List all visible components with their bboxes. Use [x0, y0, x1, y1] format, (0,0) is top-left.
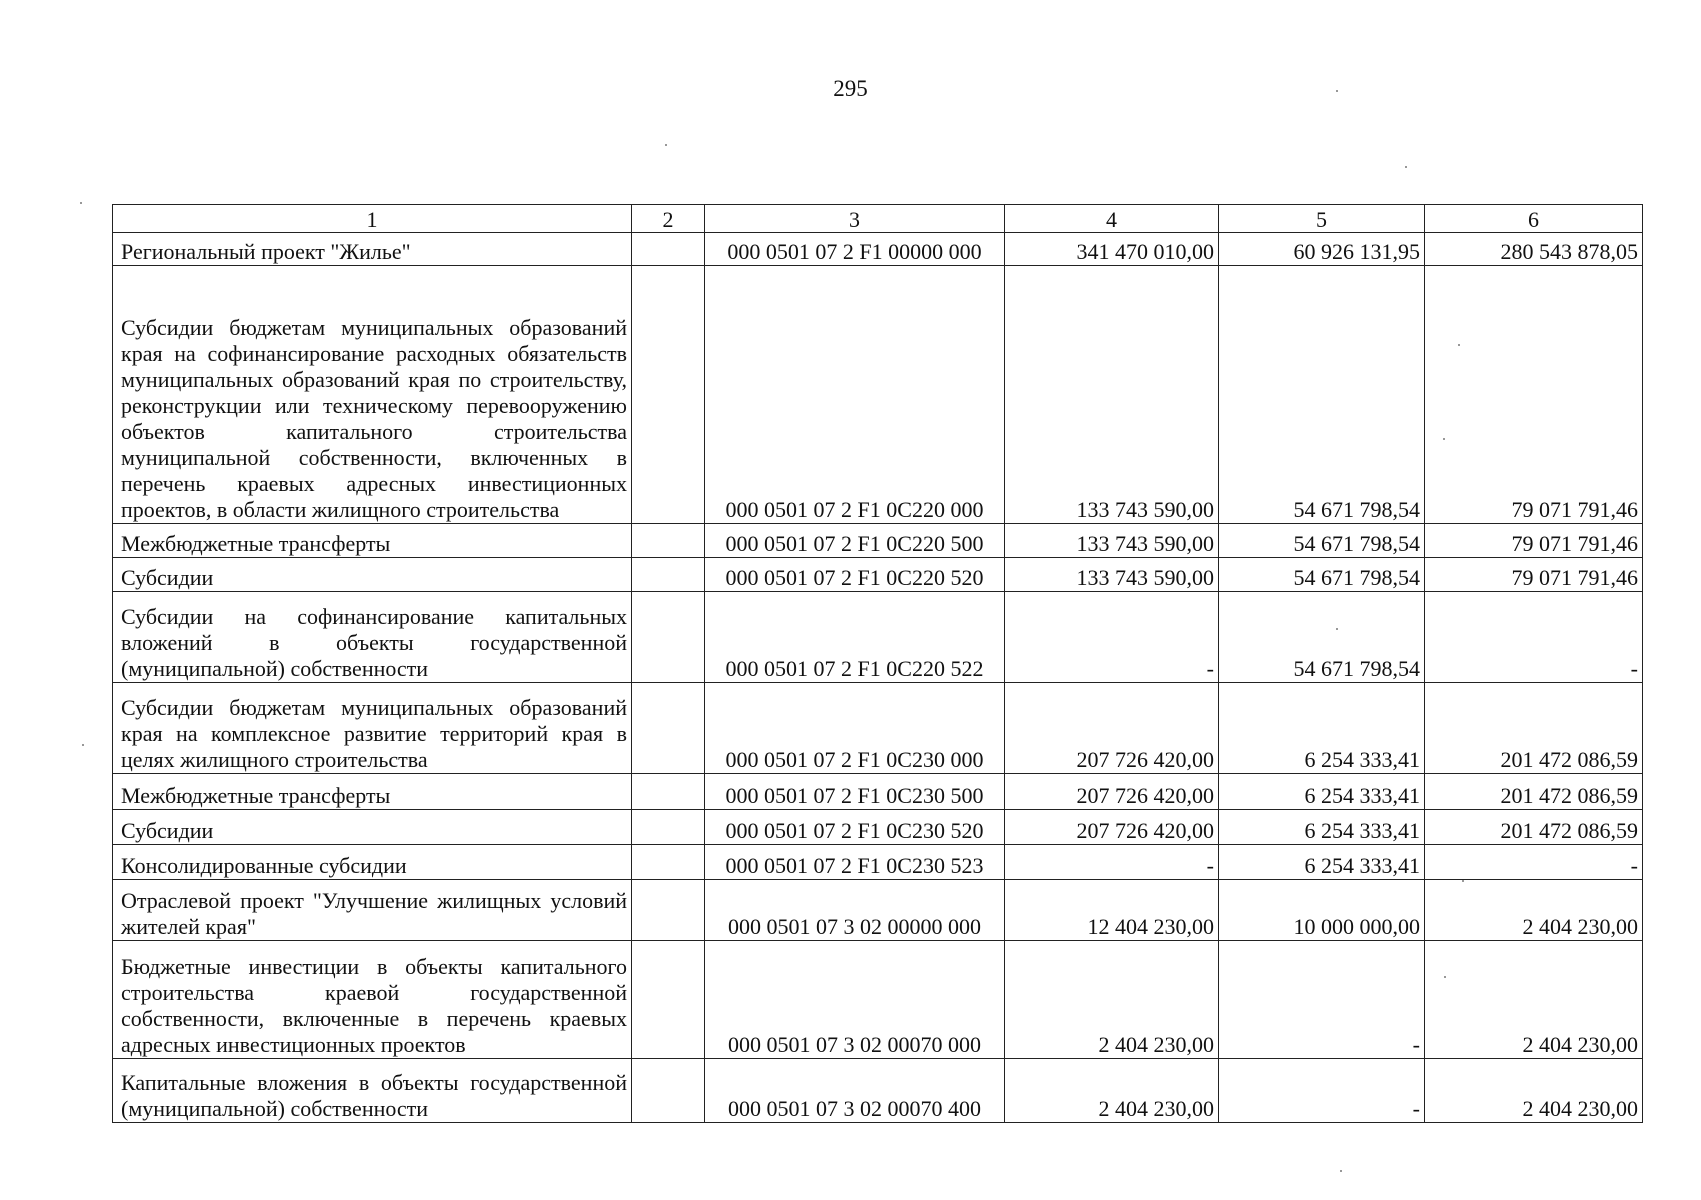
- table-row: [113, 774, 1643, 810]
- row-value-4: 133 743 590,00: [1005, 558, 1219, 592]
- scan-speck: [1462, 880, 1464, 882]
- table-row: [113, 524, 1643, 558]
- row-name: Субсидии бюджетам муниципальных образований края на софинансирование расходных обязательств муниципальных образований края по строительству, реконструкции или техническому перевооружению объектов капитального строительства муниципальной собственности, включенных в перечень краевых адресных инвестиционных проектов, в области жилищного строительства: [113, 266, 632, 524]
- page-number: 295: [833, 76, 868, 101]
- row-col2: [632, 845, 705, 880]
- row-value-4: 207 726 420,00: [1005, 810, 1219, 845]
- row-name: Межбюджетные трансферты: [113, 774, 632, 810]
- row-value-4: 2 404 230,00: [1005, 941, 1219, 1059]
- row-value-5: 6 254 333,41: [1219, 810, 1425, 845]
- row-col2: [632, 941, 705, 1059]
- row-name: Субсидии: [113, 558, 632, 592]
- row-col2: [632, 592, 705, 683]
- row-value-4: -: [1005, 845, 1219, 880]
- row-value-5: 54 671 798,54: [1219, 592, 1425, 683]
- table-row: [113, 880, 1643, 941]
- table-row: [113, 941, 1643, 1059]
- table-row: [113, 592, 1643, 683]
- row-value-5: -: [1219, 1059, 1425, 1123]
- row-name: Субсидии на софинансирование капитальных вложений в объекты государственной (муниципальной) собственности: [113, 592, 632, 683]
- row-name: Бюджетные инвестиции в объекты капитального строительства краевой государственной собственности, включенные в перечень краевых адресных инвестиционных проектов: [113, 941, 632, 1059]
- row-name: Капитальные вложения в объекты государственной (муниципальной) собственности: [113, 1059, 632, 1123]
- row-name: Субсидии: [113, 810, 632, 845]
- row-name: Субсидии бюджетам муниципальных образований края на комплексное развитие территорий края в целях жилищного строительства: [113, 683, 632, 774]
- table-row: [113, 558, 1643, 592]
- row-value-5: 54 671 798,54: [1219, 524, 1425, 558]
- column-header: 5: [1219, 205, 1425, 233]
- row-col2: [632, 774, 705, 810]
- budget-table: [112, 204, 1643, 1123]
- scan-speck: [665, 144, 667, 146]
- row-value-4: 207 726 420,00: [1005, 683, 1219, 774]
- scan-speck: [82, 744, 84, 746]
- row-value-6: 201 472 086,59: [1425, 774, 1643, 810]
- row-value-6: -: [1425, 592, 1643, 683]
- row-value-5: 6 254 333,41: [1219, 845, 1425, 880]
- row-col2: [632, 1059, 705, 1123]
- row-value-6: 79 071 791,46: [1425, 266, 1643, 524]
- row-code: 000 0501 07 2 F1 0C220 520: [705, 558, 1005, 592]
- row-col2: [632, 233, 705, 266]
- scan-speck: [1443, 438, 1445, 440]
- table-row: [113, 810, 1643, 845]
- scan-speck: [1444, 976, 1446, 978]
- column-header: 6: [1425, 205, 1643, 233]
- table-row: [113, 683, 1643, 774]
- scan-speck: [1405, 166, 1407, 168]
- row-code: 000 0501 07 2 F1 0C230 500: [705, 774, 1005, 810]
- table-row: [113, 266, 1643, 524]
- row-name: Региональный проект "Жилье": [113, 233, 632, 266]
- row-col2: [632, 880, 705, 941]
- row-code: 000 0501 07 2 F1 0C220 522: [705, 592, 1005, 683]
- row-value-5: 54 671 798,54: [1219, 558, 1425, 592]
- row-value-4: -: [1005, 592, 1219, 683]
- row-value-5: 60 926 131,95: [1219, 233, 1425, 266]
- row-code: 000 0501 07 2 F1 0C220 500: [705, 524, 1005, 558]
- row-value-5: -: [1219, 941, 1425, 1059]
- row-value-6: 201 472 086,59: [1425, 810, 1643, 845]
- row-value-4: 341 470 010,00: [1005, 233, 1219, 266]
- row-value-4: 133 743 590,00: [1005, 266, 1219, 524]
- column-header: 4: [1005, 205, 1219, 233]
- scan-speck: [1458, 344, 1460, 346]
- row-value-4: 12 404 230,00: [1005, 880, 1219, 941]
- column-header: 2: [632, 205, 705, 233]
- scan-speck: [1336, 628, 1338, 630]
- row-value-6: 280 543 878,05: [1425, 233, 1643, 266]
- row-code: 000 0501 07 2 F1 0C220 000: [705, 266, 1005, 524]
- row-value-6: -: [1425, 845, 1643, 880]
- row-col2: [632, 524, 705, 558]
- row-name: Межбюджетные трансферты: [113, 524, 632, 558]
- row-code: 000 0501 07 3 02 00070 000: [705, 941, 1005, 1059]
- row-code: 000 0501 07 2 F1 0C230 520: [705, 810, 1005, 845]
- row-value-6: 2 404 230,00: [1425, 941, 1643, 1059]
- row-code: 000 0501 07 3 02 00000 000: [705, 880, 1005, 941]
- row-name: Отраслевой проект "Улучшение жилищных условий жителей края": [113, 880, 632, 941]
- row-code: 000 0501 07 2 F1 0C230 523: [705, 845, 1005, 880]
- row-value-5: 10 000 000,00: [1219, 880, 1425, 941]
- row-value-5: 54 671 798,54: [1219, 266, 1425, 524]
- row-code: 000 0501 07 2 F1 0C230 000: [705, 683, 1005, 774]
- table-header-row: [113, 205, 1643, 233]
- row-value-4: 133 743 590,00: [1005, 524, 1219, 558]
- scan-speck: [80, 202, 82, 204]
- row-value-4: 2 404 230,00: [1005, 1059, 1219, 1123]
- row-value-5: 6 254 333,41: [1219, 683, 1425, 774]
- row-col2: [632, 266, 705, 524]
- table-row: [113, 845, 1643, 880]
- column-header: 3: [705, 205, 1005, 233]
- row-code: 000 0501 07 2 F1 00000 000: [705, 233, 1005, 266]
- row-name: Консолидированные субсидии: [113, 845, 632, 880]
- table-row: [113, 233, 1643, 266]
- scan-speck: [1336, 90, 1338, 92]
- scan-speck: [1340, 1170, 1342, 1172]
- row-value-6: 2 404 230,00: [1425, 1059, 1643, 1123]
- row-value-6: 201 472 086,59: [1425, 683, 1643, 774]
- row-value-6: 2 404 230,00: [1425, 880, 1643, 941]
- column-header: 1: [113, 205, 632, 233]
- row-col2: [632, 810, 705, 845]
- row-value-4: 207 726 420,00: [1005, 774, 1219, 810]
- table-row: [113, 1059, 1643, 1123]
- row-col2: [632, 683, 705, 774]
- row-value-6: 79 071 791,46: [1425, 524, 1643, 558]
- row-code: 000 0501 07 3 02 00070 400: [705, 1059, 1005, 1123]
- row-value-5: 6 254 333,41: [1219, 774, 1425, 810]
- row-col2: [632, 558, 705, 592]
- row-value-6: 79 071 791,46: [1425, 558, 1643, 592]
